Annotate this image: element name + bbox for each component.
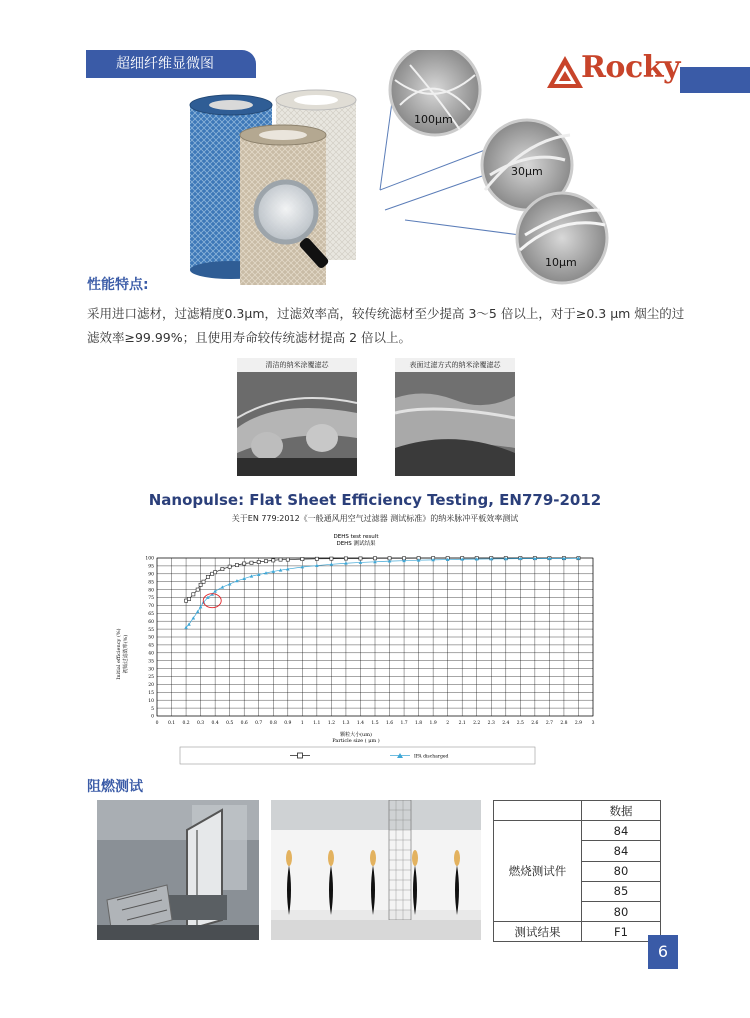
y-tick-label: 5 [151,706,154,712]
y-tick-label: 100 [145,556,154,562]
chart-grid [157,558,593,716]
table-cell-empty [494,801,582,821]
data-point-series1 [264,560,267,563]
x-tick-label: 3 [591,721,595,726]
y-tick-label: 40 [148,651,154,657]
page-number: 6 [648,935,678,969]
y-tick-label: 45 [148,643,154,649]
x-tick-label: 0.7 [255,721,263,726]
series-line-2 [186,558,578,627]
chart-legend [180,747,535,764]
x-tick-label: 2.5 [516,721,524,726]
x-tick-label: 0.1 [167,721,176,726]
sem-caption: 表面过滤方式的纳米涂覆滤芯 [395,358,515,372]
fire-test-apparatus-photo [97,800,259,940]
data-point-series1 [315,557,318,560]
x-tick-label: 0.5 [226,721,234,726]
x-tick-label: 0.3 [197,721,205,726]
chart-x-ticks [156,720,595,726]
table-value: 84 [582,821,661,841]
chart-subtitle: 关于EN 779:2012《一般通风用空气过滤器 测试标准》的纳米脉冲平板效率测试 [231,514,519,523]
x-tick-label: 2.3 [487,721,495,726]
table-value: 84 [582,841,661,861]
x-tick-label: 0.6 [240,721,248,726]
y-tick-label: 55 [148,627,154,633]
chart-y-ticks [145,556,154,720]
y-tick-label: 0 [151,714,154,720]
y-tick-label: 70 [148,604,154,610]
x-tick-label: 0.4 [211,721,219,726]
table-value: 80 [582,901,661,921]
x-tick-label: 2.9 [574,721,583,726]
chart-xlabel-en: Particle size ( μm ) [332,738,380,744]
y-tick-label: 90 [148,572,154,578]
x-tick-label: 1.9 [429,721,437,726]
data-point-series1 [228,565,231,568]
data-point-series2 [213,589,217,592]
y-tick-label: 35 [148,659,154,665]
chart-inner-title-en: DEHS test result [333,534,379,540]
header-accent-bar [680,67,750,93]
y-tick-label: 60 [148,619,154,625]
data-point-series2 [196,610,200,613]
data-point-series1 [199,583,202,586]
fire-test-table [493,800,661,942]
performance-heading: 性能特点: [87,277,149,293]
y-tick-label: 75 [148,596,154,602]
x-tick-label: 2 [446,721,450,726]
section-title-tab: 超细纤维显微图 [86,50,256,78]
data-point-series1 [279,558,282,561]
data-point-series1 [235,564,238,567]
data-point-series1 [196,588,199,591]
x-tick-label: 2.6 [531,721,539,726]
data-point-series1 [286,558,289,561]
data-point-series1 [330,557,333,560]
x-tick-label: 1.3 [342,721,350,726]
legend-marker-series1 [298,753,303,758]
efficiency-chart [105,528,608,766]
data-point-series1 [257,560,260,563]
x-tick-label: 0.8 [269,721,277,726]
y-tick-label: 20 [148,683,154,689]
y-tick-label: 85 [148,580,154,586]
x-tick-label: 2.2 [473,721,481,726]
y-tick-label: 25 [148,675,154,681]
x-tick-label: 2.7 [545,721,553,726]
sem-caption: 清洁的纳米涂覆滤芯 [237,358,357,372]
chart-title: Nanopulse: Flat Sheet Efficiency Testing, EN779-2012 [148,491,602,509]
data-point-series1 [202,580,205,583]
data-point-series1 [192,593,195,596]
sem-image-surface [395,358,515,476]
x-tick-label: 1 [300,721,304,726]
legend-label-series2: IPA discharged [414,754,449,760]
x-tick-label: 1.8 [415,721,423,726]
chart-inner-title-cn: DEHS 测试结果 [336,541,376,547]
data-point-series1 [301,558,304,561]
x-tick-label: 0 [155,721,159,726]
data-point-series1 [250,561,253,564]
y-tick-label: 50 [148,635,154,641]
chart-ylabel-cn: 初始过滤效率(%) [123,634,129,674]
x-tick-label: 0.2 [182,721,190,726]
filter-cartridges-illustration [180,50,650,290]
chart-series [184,557,580,629]
table-header-data: 数据 [582,801,661,821]
y-tick-label: 15 [148,691,154,696]
y-tick-label: 80 [148,588,154,594]
table-row-label: 燃烧测试件 [494,821,582,922]
table-value: 85 [582,881,661,901]
magnification-label: 10μm [545,256,577,269]
y-tick-label: 95 [148,564,154,570]
data-point-series1 [206,575,209,578]
data-point-series1 [359,557,362,560]
logo-text: Rocky [581,50,680,85]
y-tick-label: 10 [148,698,154,704]
x-tick-label: 2.1 [458,721,466,726]
x-tick-label: 0.9 [284,721,292,726]
magnification-label: 30μm [511,165,543,178]
data-point-series2 [199,605,203,608]
data-point-series1 [214,571,217,574]
y-tick-label: 30 [148,667,154,673]
x-tick-label: 1.1 [313,721,321,726]
data-point-series1 [187,597,190,600]
data-point-series1 [243,562,246,565]
table-result-label: 测试结果 [494,922,582,942]
x-tick-label: 1.4 [356,721,365,726]
table-value: 80 [582,861,661,881]
x-tick-label: 1.5 [371,721,379,726]
y-tick-label: 65 [148,612,154,617]
x-tick-label: 2.8 [560,721,568,726]
x-tick-label: 1.7 [400,721,408,726]
data-point-series1 [344,557,347,560]
table-result-value: F1 [582,922,661,942]
x-tick-label: 1.6 [385,721,394,726]
data-point-series1 [272,559,275,562]
x-tick-label: 2.4 [502,721,510,726]
sem-image-clean [237,358,357,476]
data-point-series1 [221,567,224,570]
chart-ylabel-en: Initial efficiency (%) [116,628,122,680]
chart-xlabel-cn: 颗粒大小(um) [340,732,372,738]
flame-test-samples-photo [271,800,481,940]
magnification-label: 100μm [414,113,453,126]
performance-description: 采用进口滤材，过滤精度0.3μm，过滤效率高，较传统滤材至少提高 3～5 倍以上，对于≥0.3 μm 烟尘的过滤效率≥99.99%；且使用寿命较传统滤材提高 2 倍以上。 [87,306,685,345]
fire-test-heading: 阻燃测试 [87,779,143,795]
x-tick-label: 1.2 [327,721,335,726]
data-point-series1 [373,557,376,560]
